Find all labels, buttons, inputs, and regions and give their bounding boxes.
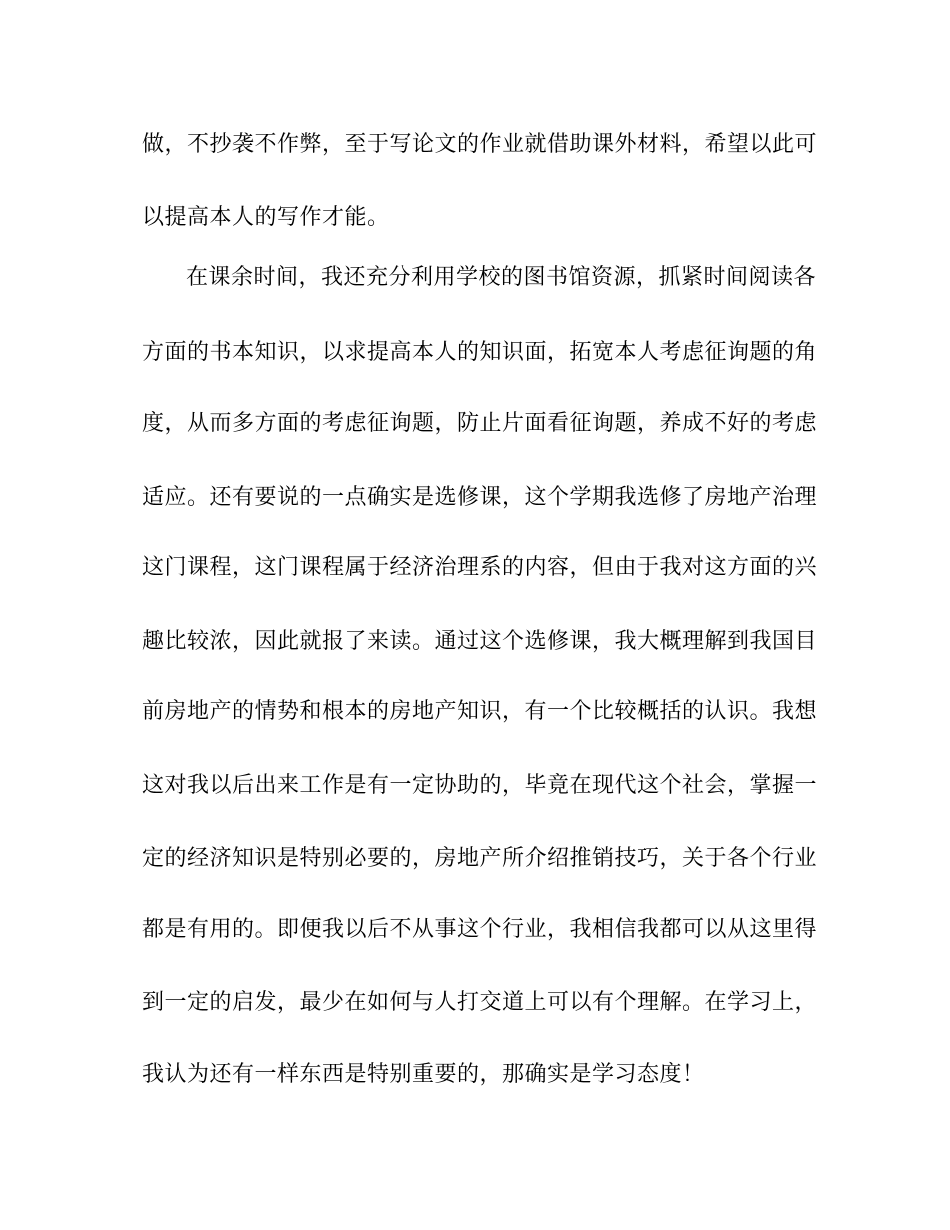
text-line: 都是有用的。即便我以后不从事这个行业，我相信我都可以从这里得 xyxy=(142,917,818,942)
text-line: 以提高本人的写作才能。 xyxy=(142,205,390,230)
text-line: 这对我以后出来工作是有一定协助的，毕竟在现代这个社会，掌握一 xyxy=(142,773,818,798)
text-line: 前房地产的情势和根本的房地产知识，有一个比较概括的认识。我想 xyxy=(142,699,818,724)
paragraph-first-line: 在课余时间，我还充分利用学校的图书馆资源，抓紧时间阅读各 xyxy=(186,265,817,290)
text-line: 我认为还有一样东西是特别重要的，那确实是学习态度！ xyxy=(142,1062,705,1087)
text-line: 度，从而多方面的考虑征询题，防止片面看征询题，养成不好的考虑 xyxy=(142,411,818,436)
text-line: 做，不抄袭不作弊，至于写论文的作业就借助课外材料，希望以此可 xyxy=(142,132,818,157)
text-line: 方面的书本知识，以求提高本人的知识面，拓宽本人考虑征询题的角 xyxy=(142,340,818,365)
text-line: 适应。还有要说的一点确实是选修课，这个学期我选修了房地产治理 xyxy=(142,485,818,510)
text-line: 到一定的启发，最少在如何与人打交道上可以有个理解。在学习上， xyxy=(142,990,818,1015)
text-line: 定的经济知识是特别必要的，房地产所介绍推销技巧，关于各个行业 xyxy=(142,846,818,871)
text-line: 这门课程，这门课程属于经济治理系的内容，但由于我对这方面的兴 xyxy=(142,555,818,580)
text-line: 趣比较浓，因此就报了来读。通过这个选修课，我大概理解到我国目 xyxy=(142,629,818,654)
